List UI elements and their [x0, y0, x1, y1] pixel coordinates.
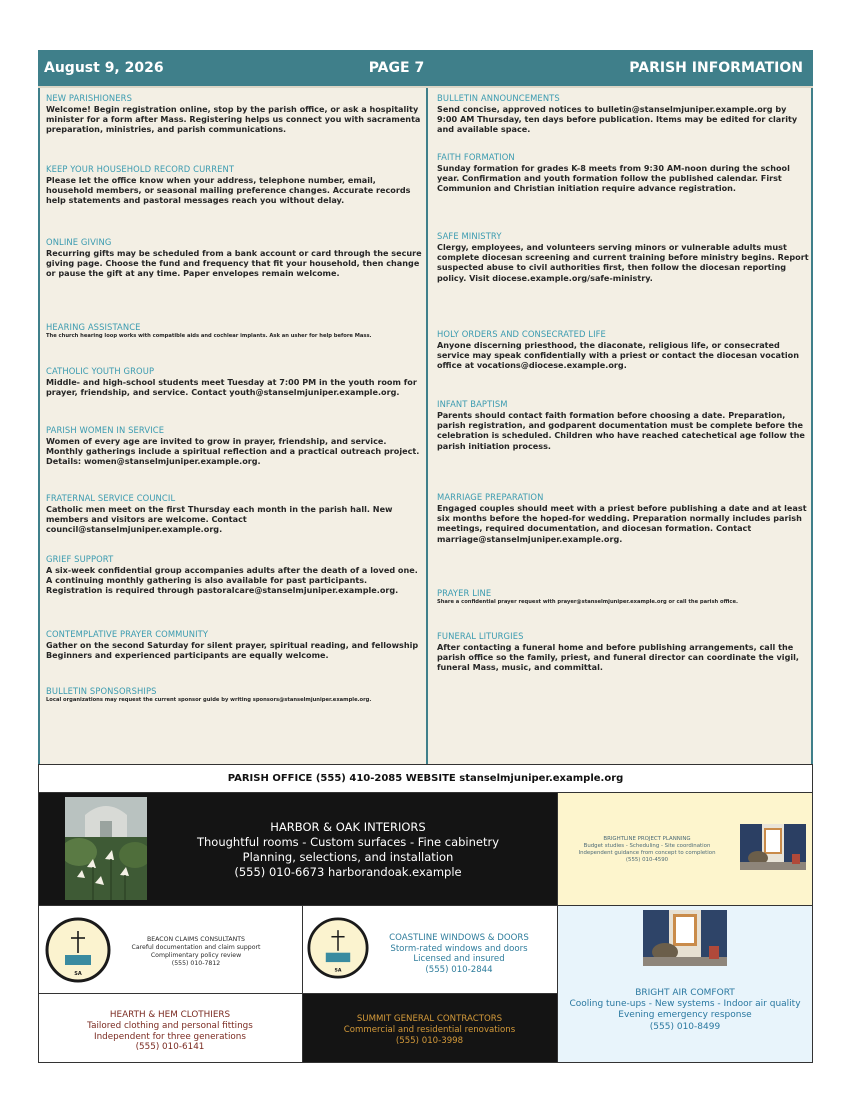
section-heading: FRATERNAL SERVICE COUNCIL — [46, 493, 176, 503]
ad-text — [561, 988, 809, 1033]
section-funeral-liturgies — [437, 631, 809, 673]
content-columns — [38, 88, 813, 764]
section-heading: BULLETIN ANNOUNCEMENTS — [437, 93, 560, 103]
section-body: Share a confidential prayer request with prayer@stanselmjuniper.example.org or call the parish office. — [437, 599, 738, 605]
ad-line: Cooling tune-ups - New systems - Indoor air quality — [569, 999, 801, 1010]
section-hearing-assistance — [46, 322, 422, 340]
section-body: Recurring gifts may be scheduled from a bank account or card through the secure giving page. Choose the fund and frequency that fit your household, then change or pause the gift at any time. Paper envelopes remain welcome. — [46, 248, 422, 279]
lily-garden-photo — [65, 797, 147, 900]
section-body: Clergy, employees, and volunteers serving minors or vulnerable adults must complete diocesan screening and current training before ministry begins. Report suspected abuse to civil authorities first, then follow the diocesan reporting policy. Visit diocese.example.org/safe-ministry. — [437, 242, 809, 283]
section-online-giving — [46, 237, 422, 279]
parish-seal-logo — [45, 917, 111, 983]
ad-border — [302, 905, 303, 1063]
section-faith-formation — [437, 152, 809, 194]
ad-border — [38, 905, 813, 906]
section-holy-orders — [437, 329, 809, 371]
section-body: The church hearing loop works with compatible aids and cochlear implants. Ask an usher for help before Mass. — [46, 333, 372, 339]
issue-date: August 9, 2026 — [44, 60, 164, 76]
section-heading: CATHOLIC YOUTH GROUP — [46, 366, 155, 376]
ad-phone: (555) 010-6141 — [135, 1042, 205, 1053]
section-body: Parents should contact faith formation before choosing a date. Preparation, parish registration, and godparent documentation must be complete before the celebration is scheduled. Children who have reached catechetical age follow the parish initiation process. — [437, 410, 805, 451]
section-body: A six-week confidential group accompanies adults after the death of a loved one. A continuing monthly gathering is also available for past participants. Registration is required through pastoralcare@stanselmjuniper.example.org. — [46, 565, 418, 596]
section-heading: ONLINE GIVING — [46, 237, 112, 247]
section-bulletin-announcements — [437, 93, 809, 135]
porch-photo — [740, 824, 806, 870]
ad-line: Thoughtful rooms - Custom surfaces - Fine cabinetry — [196, 835, 500, 849]
section-body: Please let the office know when your address, telephone number, email, household members, or seasonal mailing preference changes. Accurate records help statements and pastoral messages reach you without delay. — [46, 175, 411, 206]
section-heading: HOLY ORDERS AND CONSECRATED LIFE — [437, 329, 606, 339]
section-contemplative-prayer — [46, 629, 422, 660]
ad-line: Licensed and insured — [413, 954, 505, 965]
section-body: Sunday formation for grades K-8 meets from 9:30 AM-noon during the school year. Confirmation and youth formation follow the published calendar. First Communion and Christian initiation require advance registration. — [437, 163, 790, 194]
ad-phone: (555) 010-8499 — [649, 1021, 721, 1032]
seal-label: SA — [74, 971, 82, 977]
section-heading: GRIEF SUPPORT — [46, 554, 114, 564]
ad-text — [38, 1010, 302, 1053]
ad-phone: (555) 010-3998 — [395, 1036, 464, 1046]
ad-text — [302, 1014, 557, 1047]
ad-title: BEACON CLAIMS CONSULTANTS — [146, 936, 245, 943]
section-body: Women of every age are invited to grow in prayer, friendship, and service. Monthly gatherings include a spiritual reflection and a practical outreach project. Details: women@stanselmjuniper.example.org. — [46, 436, 420, 467]
porch-photo — [643, 910, 727, 966]
section-women-in-service — [46, 425, 422, 467]
section-heading: KEEP YOUR HOUSEHOLD RECORD CURRENT — [46, 164, 235, 174]
ad-line: Commercial and residential renovations — [343, 1025, 516, 1035]
ad-harbor-oak-interiors[interactable] — [38, 792, 557, 905]
section-heading: PARISH WOMEN IN SERVICE — [46, 425, 165, 435]
section-grief-support — [46, 554, 422, 596]
ad-bright-air-comfort[interactable] — [557, 905, 813, 1063]
parish-seal-logo — [307, 917, 369, 979]
ad-beacon-claims-consultants[interactable] — [38, 905, 302, 993]
section-title: PARISH INFORMATION — [629, 60, 803, 76]
ad-phone: (555) 010-7812 — [171, 960, 221, 967]
ad-border — [38, 792, 813, 793]
section-heading: NEW PARISHIONERS — [46, 93, 132, 103]
section-body: Gather on the second Saturday for silent prayer, spiritual reading, and fellowship Beginners and experienced participants are equally welcome. — [46, 640, 419, 661]
section-prayer-line — [437, 588, 809, 606]
section-marriage-preparation — [437, 492, 809, 544]
section-heading: BULLETIN SPONSORSHIPS — [46, 686, 157, 696]
ad-border — [38, 792, 39, 1063]
ad-text — [188, 820, 508, 880]
ad-summit-general-contractors[interactable] — [302, 993, 557, 1063]
ad-border — [38, 993, 557, 994]
ad-border — [557, 792, 558, 1063]
ad-border — [38, 1062, 813, 1063]
ad-title: HARBOR & OAK INTERIORS — [270, 820, 426, 834]
section-body: Catholic men meet on the first Thursday each month in the parish hall. New members and visitors are welcome. Contact council@stanselmjuniper.example.org. — [46, 504, 393, 535]
section-youth-group — [46, 366, 422, 397]
ad-border — [812, 792, 813, 1063]
ad-phone: (555) 010-6673 harborandoak.example — [234, 865, 462, 879]
seal-label: SA — [334, 968, 342, 974]
page-number: PAGE 7 — [368, 60, 425, 76]
ad-line: Budget studies - Scheduling - Site coordination — [583, 843, 711, 849]
ad-phone: (555) 010-4590 — [625, 857, 669, 863]
ad-title: COASTLINE WINDOWS & DOORS — [389, 933, 529, 943]
section-fraternal-council — [46, 493, 422, 535]
column-divider — [426, 88, 428, 764]
ad-phone: (555) 010-2844 — [425, 964, 493, 975]
ad-text — [571, 836, 723, 864]
parish-office-contact: PARISH OFFICE (555) 410-2085 WEBSITE stanselmjuniper.example.org — [38, 764, 813, 792]
ad-line: Tailored clothing and personal fittings — [87, 1020, 253, 1031]
section-safe-ministry — [437, 231, 809, 283]
ad-line: Independent for three generations — [94, 1031, 246, 1042]
section-heading: FAITH FORMATION — [437, 152, 515, 162]
section-body: Anyone discerning priesthood, the diaconate, religious life, or consecrated service may speak confidentially with a priest or contact the diocesan vocation office at vocations@diocese.example.org. — [437, 340, 799, 371]
ad-text — [374, 933, 544, 975]
section-heading: PRAYER LINE — [437, 588, 492, 598]
page-header — [38, 50, 813, 88]
ad-coastline-windows-doors[interactable] — [302, 905, 557, 993]
section-new-parishioners — [46, 93, 422, 135]
section-body: Welcome! Begin registration online, stop by the parish office, or ask a hospitality minister for a form after Mass. Registering helps us connect you with sacramenta preparation, ministries, and parish communications. — [46, 104, 421, 135]
ad-title: HEARTH & HEM CLOTHIERS — [109, 1010, 231, 1020]
section-heading: INFANT BAPTISM — [437, 399, 508, 409]
ad-line: Independent guidance from concept to completion — [578, 850, 716, 856]
section-body: Send concise, approved notices to bulletin@stanselmjuniper.example.org by 9:00 AM Thursday, ten days before publication. Items may be edited for clarity and available space. — [437, 104, 798, 135]
section-bulletin-sponsorships — [46, 686, 422, 704]
ad-line: Complimentary policy review — [150, 952, 242, 959]
ad-text — [130, 936, 262, 968]
section-heading: MARRIAGE PREPARATION — [437, 492, 544, 502]
section-heading: SAFE MINISTRY — [437, 231, 502, 241]
ad-hearth-hem-clothiers[interactable] — [38, 993, 302, 1063]
ad-line: Storm-rated windows and doors — [390, 943, 528, 954]
section-heading: HEARING ASSISTANCE — [46, 322, 141, 332]
section-infant-baptism — [437, 399, 809, 451]
section-heading: CONTEMPLATIVE PRAYER COMMUNITY — [46, 629, 209, 639]
section-body: Local organizations may request the current sponsor guide by writing sponsors@stanselmjuniper.example.org. — [46, 697, 372, 703]
section-body: Engaged couples should meet with a priest before publishing a date and at least six months before the hoped-for wedding. Preparation normally includes parish meetings, required documentation, and diocesan formation. Contact marriage@stanselmjuniper.example.org. — [437, 503, 807, 544]
ad-title: BRIGHT AIR COMFORT — [635, 988, 735, 998]
ad-brightline-project-planning[interactable] — [557, 792, 813, 905]
ad-title: SUMMIT GENERAL CONTRACTORS — [356, 1014, 503, 1024]
section-body: After contacting a funeral home and before publishing arrangements, call the parish office so the family, priest, and funeral director can coordinate the vigil, funeral Mass, music, and committal. — [437, 642, 800, 673]
ad-title: BRIGHTLINE PROJECT PLANNING — [603, 836, 691, 842]
section-household-record — [46, 164, 422, 206]
section-heading: FUNERAL LITURGIES — [437, 631, 524, 641]
section-body: Middle- and high-school students meet Tuesday at 7:00 PM in the youth room for prayer, friendship, and service. Contact youth@stanselmjuniper.example.org. — [46, 377, 417, 398]
ad-line: Careful documentation and claim support — [131, 944, 261, 951]
ad-line: Evening emergency response — [618, 1010, 752, 1021]
ad-line: Planning, selections, and installation — [242, 850, 454, 864]
